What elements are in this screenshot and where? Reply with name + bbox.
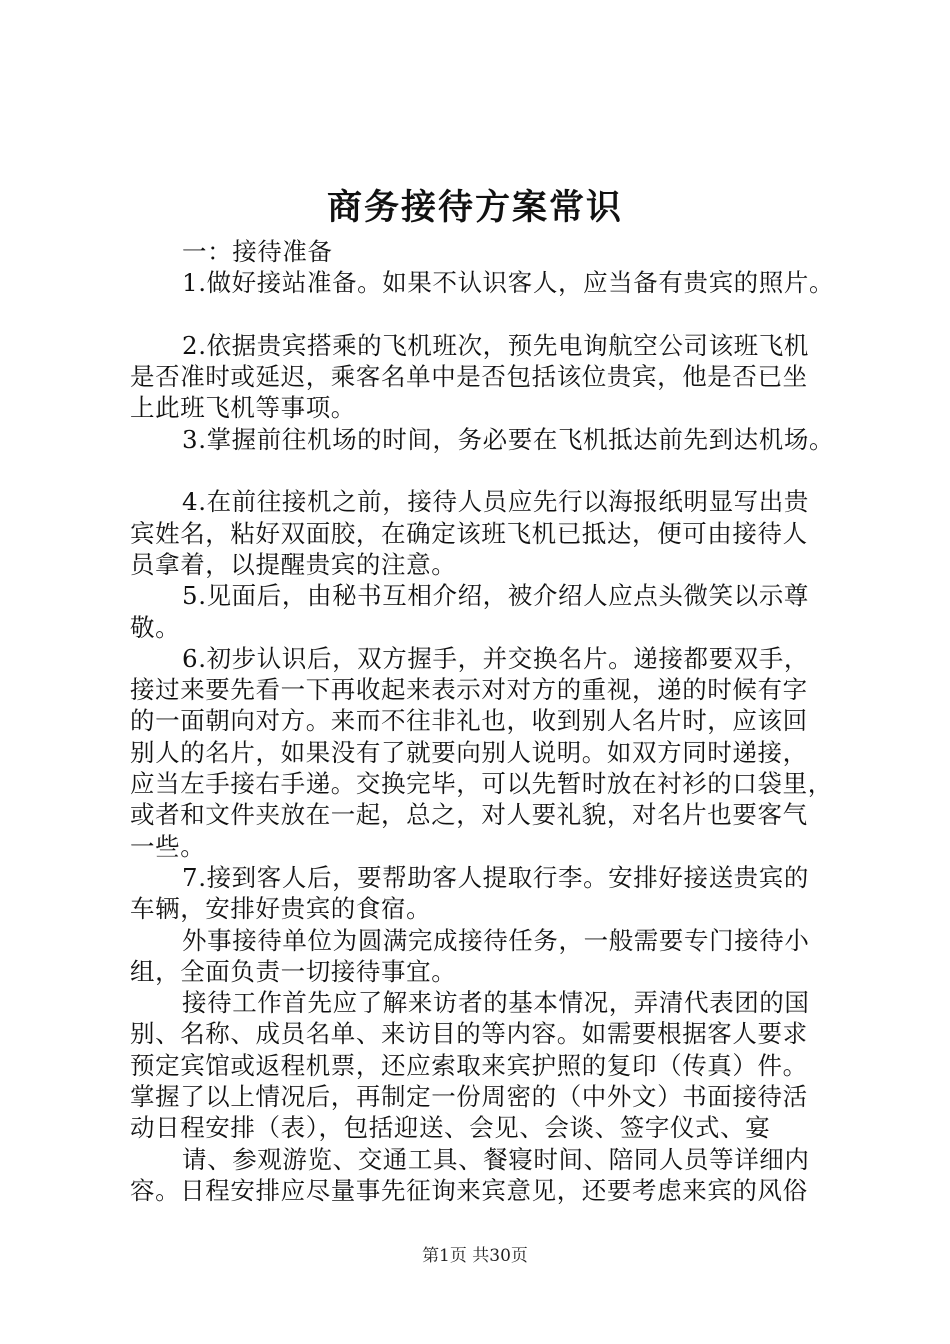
paragraph-line: 是否准时或延迟，乘客名单中是否包括该位贵宾，他是否已坐: [130, 362, 808, 392]
paragraph-line: 接待工作首先应了解来访者的基本情况，弄清代表团的国: [182, 988, 810, 1018]
blank-line: [130, 455, 840, 486]
paragraph-line: 4.在前往接机之前，接待人员应先行以海报纸明显写出贵: [182, 487, 809, 517]
paragraph-line: 请、参观游览、交通工具、餐寝时间、陪同人员等详细内: [182, 1144, 810, 1174]
paragraph-line: 动日程安排（表），包括迎送、会见、会谈、签字仪式、宴: [130, 1113, 771, 1143]
paragraph-line: 车辆，安排好贵宾的食宿。: [130, 894, 432, 924]
paragraph-line: 1.做好接站准备。如果不认识客人，应当备有贵宾的照片。: [182, 268, 835, 298]
paragraph-line: 宾姓名，粘好双面胶，在确定该班飞机已抵达，便可由接待人: [130, 518, 808, 548]
paragraph-line: 2.依据贵宾搭乘的飞机班次，预先电询航空公司该班飞机: [182, 330, 809, 360]
paragraph-line: 掌握了以上情况后，再制定一份周密的（中外文）书面接待活: [130, 1082, 808, 1112]
paragraph-line: 6.初步认识后，双方握手，并交换名片。递接都要双手，: [182, 643, 809, 673]
paragraph-line: 上此班飞机等事项。: [130, 393, 356, 423]
paragraph-line: 预定宾馆或返程机票，还应索取来宾护照的复印（传真）件。: [130, 1050, 808, 1080]
paragraph-line: 的一面朝向对方。来而不往非礼也，收到别人名片时，应该回: [130, 706, 808, 736]
paragraph-line: 容。日程安排应尽量事先征询来宾意见，还要考虑来宾的风俗: [130, 1175, 808, 1205]
paragraph-line: 外事接待单位为圆满完成接待任务，一般需要专门接待小: [182, 925, 810, 955]
paragraph-line: 应当左手接右手递。交换完毕，可以先暂时放在衬衫的口袋里，: [130, 769, 833, 799]
paragraph-line: 敬。: [130, 612, 181, 642]
paragraph-line: 3.掌握前往机场的时间，务必要在飞机抵达前先到达机场。: [182, 424, 835, 454]
paragraph-line: 一：接待准备: [182, 237, 333, 266]
paragraph-line: 接过来要先看一下再收起来表示对对方的重视，递的时候有字: [130, 675, 808, 705]
paragraph-line: 组，全面负责一切接待事宜。: [130, 956, 457, 986]
document-body: [130, 236, 840, 1206]
page-number-footer: 第1页 共30页: [422, 1246, 528, 1266]
paragraph-line: 一些。: [130, 831, 206, 861]
paragraph-line: 5.见面后，由秘书互相介绍，被介绍人应点头微笑以示尊: [182, 581, 809, 611]
paragraph-line: 员拿着，以提醒贵宾的注意。: [130, 549, 457, 579]
paragraph-line: 别、名称、成员名单、来访目的等内容。如需要根据客人要求: [130, 1019, 808, 1049]
blank-line: [130, 299, 840, 330]
document-title: 商务接待方案常识: [326, 187, 623, 228]
paragraph-line: 或者和文件夹放在一起，总之，对人要礼貌，对名片也要客气: [130, 800, 808, 830]
paragraph-line: 别人的名片，如果没有了就要向别人说明。如双方同时递接，: [130, 737, 808, 767]
paragraph-line: 7.接到客人后，要帮助客人提取行李。安排好接送贵宾的: [182, 862, 809, 892]
